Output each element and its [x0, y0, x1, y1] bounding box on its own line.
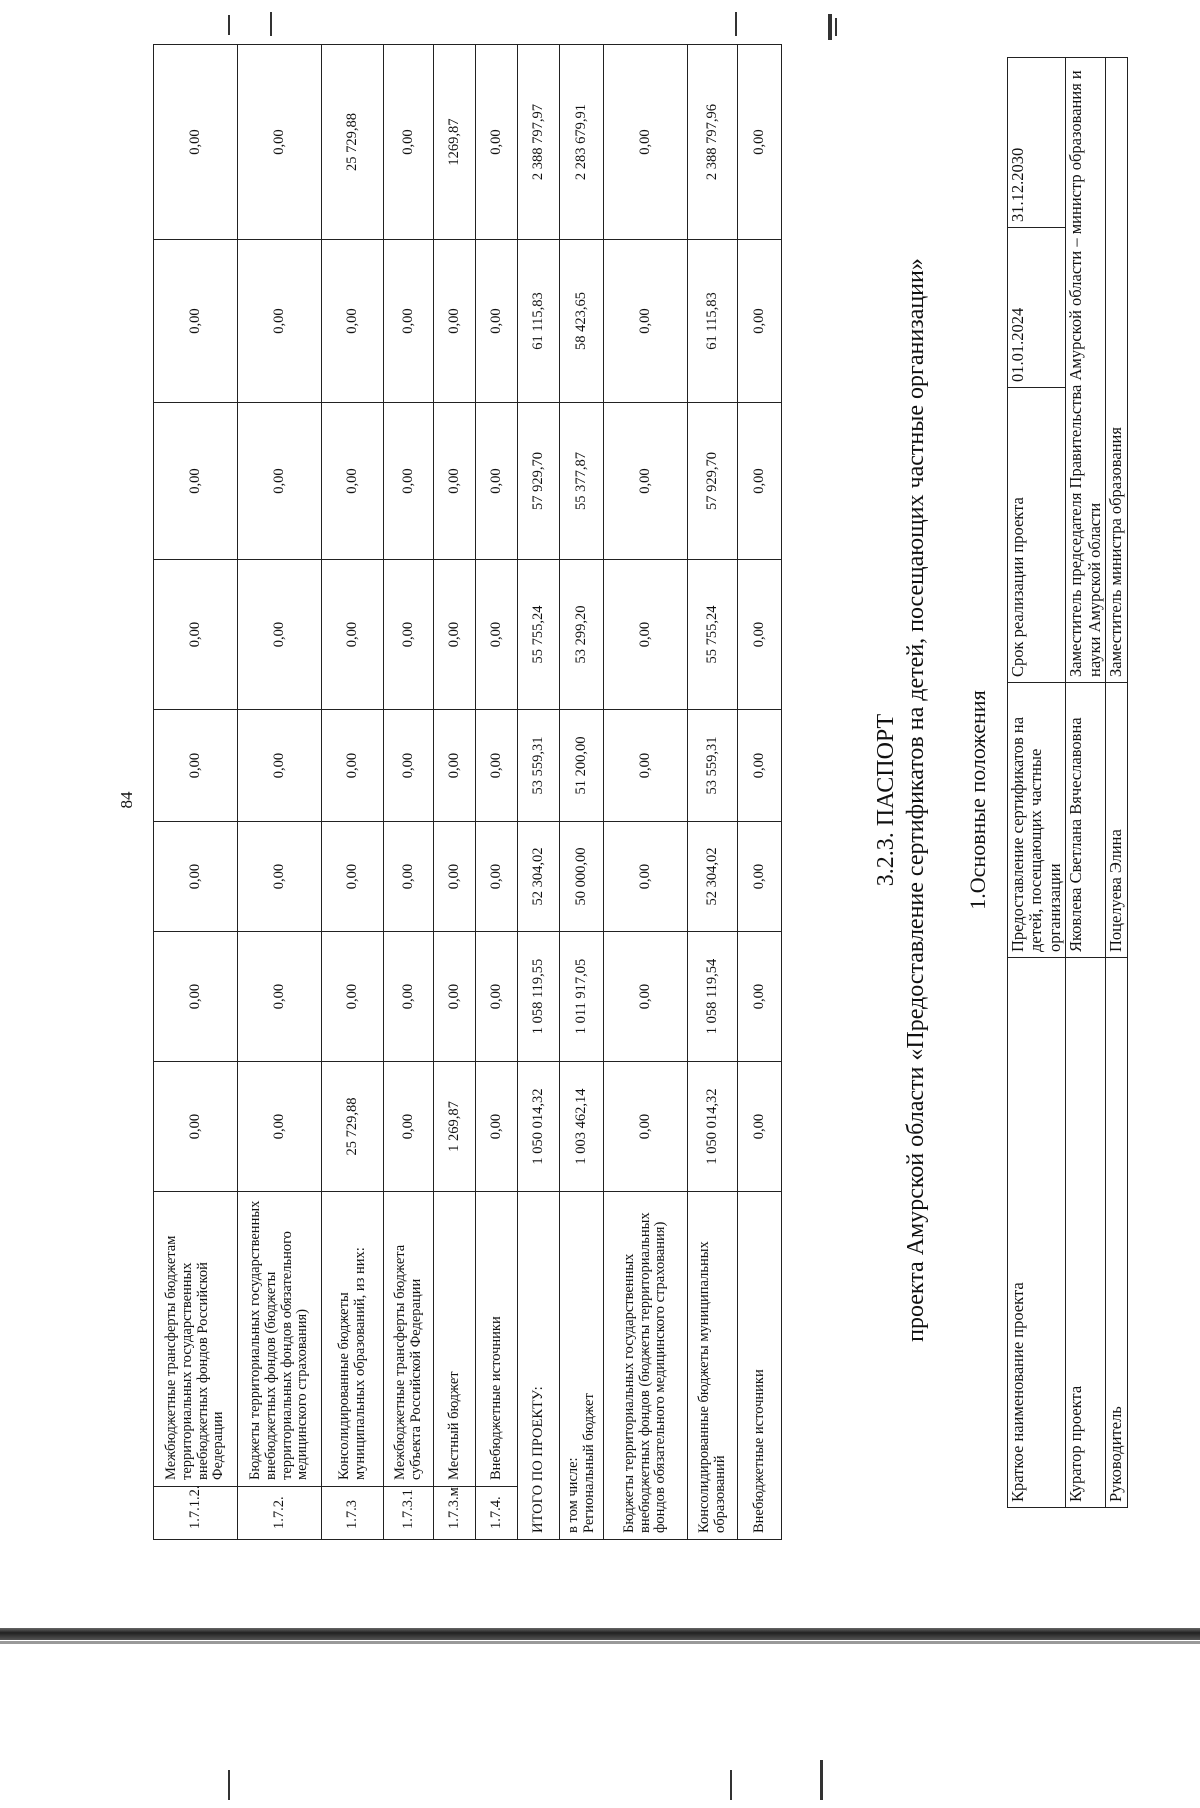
value-cell: 55 377,87	[560, 403, 604, 560]
table-row	[476, 45, 518, 1540]
value-cell: 0,00	[738, 240, 782, 403]
row-name: Консолидированные бюджеты муниципальных образований, из них:	[322, 1192, 384, 1487]
passport-row	[1066, 58, 1106, 1508]
section-heading: 3.2.3. ПАСПОРТ	[873, 713, 899, 887]
value-cell: 53 299,20	[560, 560, 604, 710]
value-cell: 53 559,31	[518, 710, 560, 822]
value-cell: 0,00	[738, 45, 782, 240]
value-cell: 0,00	[384, 45, 434, 240]
curator-position: Заместитель председателя Правительства Амурской области – министр образования и науки Амурской области	[1066, 58, 1106, 683]
value-cell: 1 050 014,32	[688, 1062, 738, 1192]
scan-mark	[228, 1770, 230, 1800]
row-code: 1.7.3	[322, 1487, 384, 1540]
value-cell: 0,00	[738, 1062, 782, 1192]
total-row-prefix: в том числе:	[564, 1457, 581, 1533]
total-row	[604, 45, 688, 1540]
value-cell: 0,00	[384, 403, 434, 560]
value-cell: 0,00	[154, 1062, 238, 1192]
value-cell: 0,00	[154, 240, 238, 403]
value-cell: 0,00	[476, 403, 518, 560]
value-cell: 52 304,02	[688, 822, 738, 932]
value-cell: 0,00	[604, 240, 688, 403]
value-cell: 0,00	[604, 45, 688, 240]
row-name: Местный бюджет	[434, 1192, 476, 1487]
value-cell: 0,00	[322, 560, 384, 710]
value-cell: 2 283 679,91	[560, 45, 604, 240]
table-row	[434, 45, 476, 1540]
value-cell: 55 755,24	[688, 560, 738, 710]
value-cell: 0,00	[154, 932, 238, 1062]
total-row-label: Региональный бюджет	[580, 1393, 597, 1533]
row-code: 1.7.3.1	[384, 1487, 434, 1540]
row-name: Внебюджетные источники	[476, 1192, 518, 1487]
value-cell: 1269,87	[434, 45, 476, 240]
value-cell: 2 388 797,97	[518, 45, 560, 240]
value-cell: 0,00	[384, 240, 434, 403]
page-number: 84	[117, 791, 136, 809]
value-cell: 51 200,00	[560, 710, 604, 822]
value-cell: 0,00	[738, 710, 782, 822]
row-code: 1.7.2.	[238, 1487, 322, 1540]
table-row	[322, 45, 384, 1540]
value-cell: 0,00	[604, 403, 688, 560]
value-cell: 0,00	[322, 240, 384, 403]
value-cell: 0,00	[434, 710, 476, 822]
value-cell: 1 269,87	[434, 1062, 476, 1192]
value-cell: 0,00	[238, 932, 322, 1062]
total-row-name: Консолидированные бюджеты муниципальных образований	[688, 1192, 738, 1540]
value-cell: 0,00	[434, 403, 476, 560]
short-name-value: Предоставление сертификатов на детей, посещающих частные организации	[1008, 683, 1066, 958]
passport-row	[1008, 58, 1066, 1508]
passport-table	[1007, 57, 1128, 1508]
short-name-label: Краткое наименование проекта	[1008, 958, 1066, 1508]
value-cell: 0,00	[238, 710, 322, 822]
value-cell: 1 050 014,32	[518, 1062, 560, 1192]
value-cell: 55 755,24	[518, 560, 560, 710]
term-start: 01.01.2024	[1008, 228, 1066, 388]
project-title: проекта Амурской области «Предоставление сертификатов на детей, посещающих частные организации»	[903, 258, 929, 1342]
total-row	[518, 45, 560, 1540]
scan-edge-line	[0, 1641, 1200, 1644]
term-label: Срок реализации проекта	[1008, 388, 1066, 683]
passport-row	[1106, 58, 1127, 1508]
value-cell: 0,00	[384, 560, 434, 710]
value-cell: 0,00	[238, 240, 322, 403]
value-cell: 0,00	[604, 1062, 688, 1192]
value-cell: 25 729,88	[322, 1062, 384, 1192]
value-cell: 52 304,02	[518, 822, 560, 932]
value-cell: 1 011 917,05	[560, 932, 604, 1062]
total-row	[688, 45, 738, 1540]
row-code: 1.7.4.	[476, 1487, 518, 1540]
value-cell: 0,00	[384, 1062, 434, 1192]
term-end: 31.12.2030	[1008, 58, 1066, 228]
value-cell: 1 058 119,55	[518, 932, 560, 1062]
value-cell: 0,00	[434, 822, 476, 932]
value-cell: 0,00	[434, 560, 476, 710]
value-cell: 0,00	[604, 560, 688, 710]
total-row-name	[560, 1192, 604, 1540]
total-row	[560, 45, 604, 1540]
table-row	[384, 45, 434, 1540]
value-cell: 0,00	[434, 932, 476, 1062]
total-row-name: Бюджеты территориальных государственных внебюджетных фондов (бюджеты территориальных фондов обязательного медицинского страхования)	[604, 1192, 688, 1540]
value-cell: 57 929,70	[518, 403, 560, 560]
value-cell: 0,00	[238, 560, 322, 710]
value-cell: 0,00	[604, 822, 688, 932]
row-code: 1.7.1.2.	[154, 1487, 238, 1540]
total-row-name: Внебюджетные источники	[738, 1192, 782, 1540]
value-cell: 0,00	[476, 710, 518, 822]
value-cell: 0,00	[154, 560, 238, 710]
curator-label: Куратор проекта	[1066, 958, 1106, 1508]
value-cell: 1 058 119,54	[688, 932, 738, 1062]
value-cell: 0,00	[738, 403, 782, 560]
value-cell: 0,00	[738, 560, 782, 710]
head-position: Заместитель министра образования	[1106, 58, 1127, 683]
value-cell: 2 388 797,96	[688, 45, 738, 240]
value-cell: 0,00	[384, 822, 434, 932]
scan-mark	[820, 1760, 823, 1800]
value-cell: 0,00	[322, 822, 384, 932]
value-cell: 0,00	[154, 710, 238, 822]
value-cell: 1 003 462,14	[560, 1062, 604, 1192]
value-cell: 0,00	[434, 240, 476, 403]
value-cell: 0,00	[154, 403, 238, 560]
scan-mark	[730, 1770, 732, 1800]
total-row	[738, 45, 782, 1540]
value-cell: 25 729,88	[322, 45, 384, 240]
value-cell: 0,00	[238, 45, 322, 240]
value-cell: 0,00	[476, 822, 518, 932]
value-cell: 0,00	[154, 822, 238, 932]
row-name: Межбюджетные трансферты бюджета субъекта Российской Федерации	[384, 1192, 434, 1487]
value-cell: 58 423,65	[560, 240, 604, 403]
value-cell: 0,00	[738, 822, 782, 932]
rotated-page	[35, 10, 1165, 1590]
curator-name: Яковлева Светлана Вячеславовна	[1066, 683, 1106, 958]
value-cell: 53 559,31	[688, 710, 738, 822]
head-label: Руководитель	[1106, 958, 1127, 1508]
table-row	[154, 45, 238, 1540]
value-cell: 0,00	[322, 403, 384, 560]
budget-table	[153, 44, 782, 1540]
value-cell: 0,00	[322, 932, 384, 1062]
subsection-heading: 1.Основные положения	[965, 690, 990, 910]
total-row-name: ИТОГО ПО ПРОЕКТУ:	[518, 1192, 560, 1540]
value-cell: 0,00	[604, 932, 688, 1062]
row-code: 1.7.3.м	[434, 1487, 476, 1540]
value-cell: 61 115,83	[688, 240, 738, 403]
value-cell: 61 115,83	[518, 240, 560, 403]
value-cell: 0,00	[322, 710, 384, 822]
value-cell: 0,00	[604, 710, 688, 822]
value-cell: 0,00	[476, 45, 518, 240]
value-cell: 0,00	[238, 1062, 322, 1192]
table-row	[238, 45, 322, 1540]
value-cell: 0,00	[384, 710, 434, 822]
row-name: Бюджеты территориальных государственных внебюджетных фондов (бюджеты территориальных фондов обязательного медицинского страхования)	[238, 1192, 322, 1487]
value-cell: 0,00	[476, 240, 518, 403]
scan-edge-bar	[0, 1628, 1200, 1640]
value-cell: 0,00	[238, 822, 322, 932]
head-name: Поцелуева Элина	[1106, 683, 1127, 958]
value-cell: 0,00	[154, 45, 238, 240]
value-cell: 0,00	[476, 1062, 518, 1192]
value-cell: 57 929,70	[688, 403, 738, 560]
row-name: Межбюджетные трансферты бюджетам территориальных государственных внебюджетных фондов Российской Федерации	[154, 1192, 238, 1487]
value-cell: 0,00	[238, 403, 322, 560]
value-cell: 0,00	[738, 932, 782, 1062]
value-cell: 0,00	[384, 932, 434, 1062]
value-cell: 0,00	[476, 560, 518, 710]
value-cell: 0,00	[476, 932, 518, 1062]
value-cell: 50 000,00	[560, 822, 604, 932]
